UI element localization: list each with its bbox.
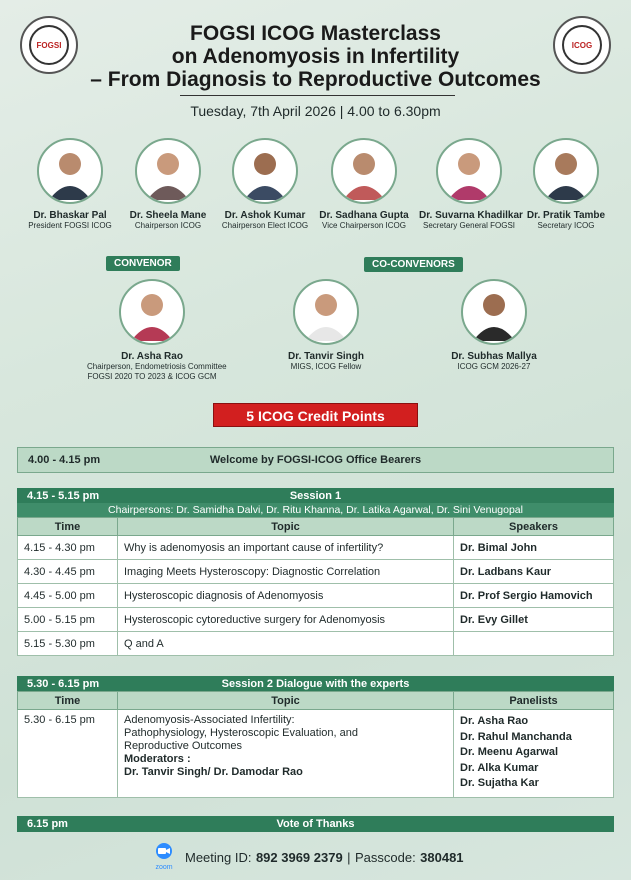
official-name: Dr. Bhaskar Pal (33, 210, 107, 221)
welcome-text: Welcome by FOGSI-ICOG Office Bearers (209, 454, 422, 466)
official-card (516, 138, 616, 231)
official-name: Dr. Sheela Mane (129, 210, 207, 221)
title-line-1: FOGSI ICOG Masterclass (190, 22, 441, 45)
col-speakers: Speakers (454, 518, 614, 536)
portrait-photo (331, 138, 397, 204)
table-row (18, 584, 614, 608)
row-topic: Hysteroscopic diagnosis of Adenomyosis (118, 584, 454, 608)
co-convenor-name: Dr. Subhas Mallya (451, 351, 537, 362)
zoom-icon (153, 843, 175, 871)
convenor-label: CONVENOR (106, 256, 180, 271)
session-2 (17, 676, 614, 798)
session-2-header (17, 676, 614, 691)
session-1-time: 4.15 - 5.15 pm (27, 489, 100, 502)
session-2-title: Session 2 Dialogue with the experts (221, 677, 410, 690)
co-convenor-card (276, 279, 376, 372)
session-1-chairpersons: Chairpersons: Dr. Samidha Dalvi, Dr. Ritu Khanna, Dr. Latika Agarwal, Dr. Sini Venugopal (17, 503, 614, 517)
row-topic: Imaging Meets Hysteroscopy: Diagnostic Correlation (118, 560, 454, 584)
convenor-role-line-1: Chairperson, Endometriosis Committee (87, 362, 227, 371)
panelist: Dr. Meenu Agarwal (460, 746, 559, 758)
col-time: Time (18, 518, 118, 536)
meeting-id: 892 3969 2379 (255, 849, 343, 865)
row-time: 4.45 - 5.00 pm (18, 584, 118, 608)
topic-line-3: Reproductive Outcomes (124, 740, 242, 752)
passcode-label: Passcode: (355, 849, 416, 865)
row-speaker: Dr. Ladbans Kaur (454, 560, 614, 584)
official-card (118, 138, 218, 231)
co-convenor-role: ICOG GCM 2026-27 (457, 362, 531, 371)
convenor-card (87, 279, 227, 382)
convenor-role-line-2: FOGSI 2020 TO 2023 & ICOG GCM (87, 372, 217, 381)
table-row (18, 632, 614, 656)
portrait-photo (436, 138, 502, 204)
row-time: 4.30 - 4.45 pm (18, 560, 118, 584)
row-topic: Why is adenomyosis an important cause of infertility? (118, 536, 454, 560)
official-role: Chairperson Elect ICOG (221, 221, 309, 230)
portrait-photo (293, 279, 359, 345)
table-row (18, 710, 614, 798)
table-row (18, 608, 614, 632)
official-role: Vice Chairperson ICOG (322, 221, 406, 230)
thanks-text: Vote of Thanks (276, 818, 355, 830)
moderators-names: Dr. Tanvir Singh/ Dr. Damodar Rao (124, 766, 303, 778)
row-time: 5.30 - 6.15 pm (18, 710, 118, 798)
session-2-time: 5.30 - 6.15 pm (27, 677, 100, 690)
co-convenors-label: CO-CONVENORS (364, 257, 463, 272)
col-topic: Topic (118, 692, 454, 710)
table-header-row (18, 518, 614, 536)
official-name: Dr. Pratik Tambe (526, 210, 606, 221)
title-divider (180, 95, 455, 96)
portrait-photo (135, 138, 201, 204)
portrait-photo (119, 279, 185, 345)
topic-line-2: Pathophysiology, Hysteroscopic Evaluation, and (124, 727, 358, 739)
icog-logo-mark: ICOG (562, 25, 602, 65)
col-time: Time (18, 692, 118, 710)
co-convenor-card (444, 279, 544, 372)
co-convenor-role: MIGS, ICOG Fellow (290, 362, 362, 371)
zoom-label: zoom (155, 864, 173, 871)
official-card (215, 138, 315, 231)
session-1-title: Session 1 (289, 489, 342, 502)
separator: | (347, 849, 351, 865)
row-topic: Q and A (118, 632, 454, 656)
panelist: Dr. Sujatha Kar (460, 777, 539, 789)
portrait-photo (533, 138, 599, 204)
official-card (419, 138, 523, 231)
row-speaker: Dr. Evy Gillet (454, 608, 614, 632)
row-speaker (454, 632, 614, 656)
portrait-photo (461, 279, 527, 345)
session-1-table (17, 517, 614, 656)
row-topic: Hysteroscopic cytoreductive surgery for Adenomyosis (118, 608, 454, 632)
portrait-photo (37, 138, 103, 204)
col-panelists: Panelists (454, 692, 614, 710)
co-convenor-name: Dr. Tanvir Singh (288, 351, 364, 362)
row-time: 5.15 - 5.30 pm (18, 632, 118, 656)
panelist: Dr. Rahul Manchanda (460, 730, 572, 743)
convenor-name: Dr. Asha Rao (121, 351, 183, 362)
event-date: Tuesday, 7th April 2026 | 4.00 to 6.30pm (190, 103, 441, 119)
official-name: Dr. Suvarna Khadilkar (419, 210, 523, 221)
welcome-bar (17, 447, 614, 473)
session-1-header (17, 488, 614, 503)
panelist: Dr. Alka Kumar (460, 761, 539, 774)
row-time: 5.00 - 5.15 pm (18, 608, 118, 632)
row-speaker: Dr. Bimal John (454, 536, 614, 560)
table-row (18, 536, 614, 560)
meeting-info (153, 843, 464, 871)
title-line-2: on Adenomyosis in Infertility (171, 45, 460, 68)
vote-of-thanks-bar (17, 816, 614, 832)
row-speaker: Dr. Prof Sergio Hamovich (454, 584, 614, 608)
thanks-time: 6.15 pm (27, 818, 68, 830)
col-topic: Topic (118, 518, 454, 536)
official-name: Dr. Sadhana Gupta (319, 210, 409, 221)
title-line-3: – From Diagnosis to Reproductive Outcomes (90, 68, 541, 91)
event-title (0, 22, 631, 91)
session-1 (17, 488, 614, 656)
official-role: Chairperson ICOG (134, 221, 202, 230)
portrait-photo (232, 138, 298, 204)
official-role: President FOGSI ICOG (28, 221, 112, 230)
official-role: Secretary ICOG (537, 221, 595, 230)
official-name: Dr. Ashok Kumar (224, 210, 306, 221)
welcome-time: 4.00 - 4.15 pm (28, 454, 101, 466)
table-row (18, 560, 614, 584)
credit-points-banner: 5 ICOG Credit Points (213, 403, 418, 427)
row-panelists (454, 710, 614, 798)
topic-line-1: Adenomyosis-Associated Infertility: (124, 714, 295, 726)
passcode: 380481 (420, 849, 464, 865)
fogsi-logo-mark: FOGSI (29, 25, 69, 65)
meeting-id-label: Meeting ID: (185, 849, 252, 865)
panelist: Dr. Asha Rao (460, 715, 529, 727)
moderators-label: Moderators : (124, 753, 191, 765)
row-topic (118, 710, 454, 798)
official-card (20, 138, 120, 231)
official-card (314, 138, 414, 231)
session-2-table (17, 691, 614, 798)
row-time: 4.15 - 4.30 pm (18, 536, 118, 560)
official-role: Secretary General FOGSI (422, 221, 516, 230)
table-header-row (18, 692, 614, 710)
